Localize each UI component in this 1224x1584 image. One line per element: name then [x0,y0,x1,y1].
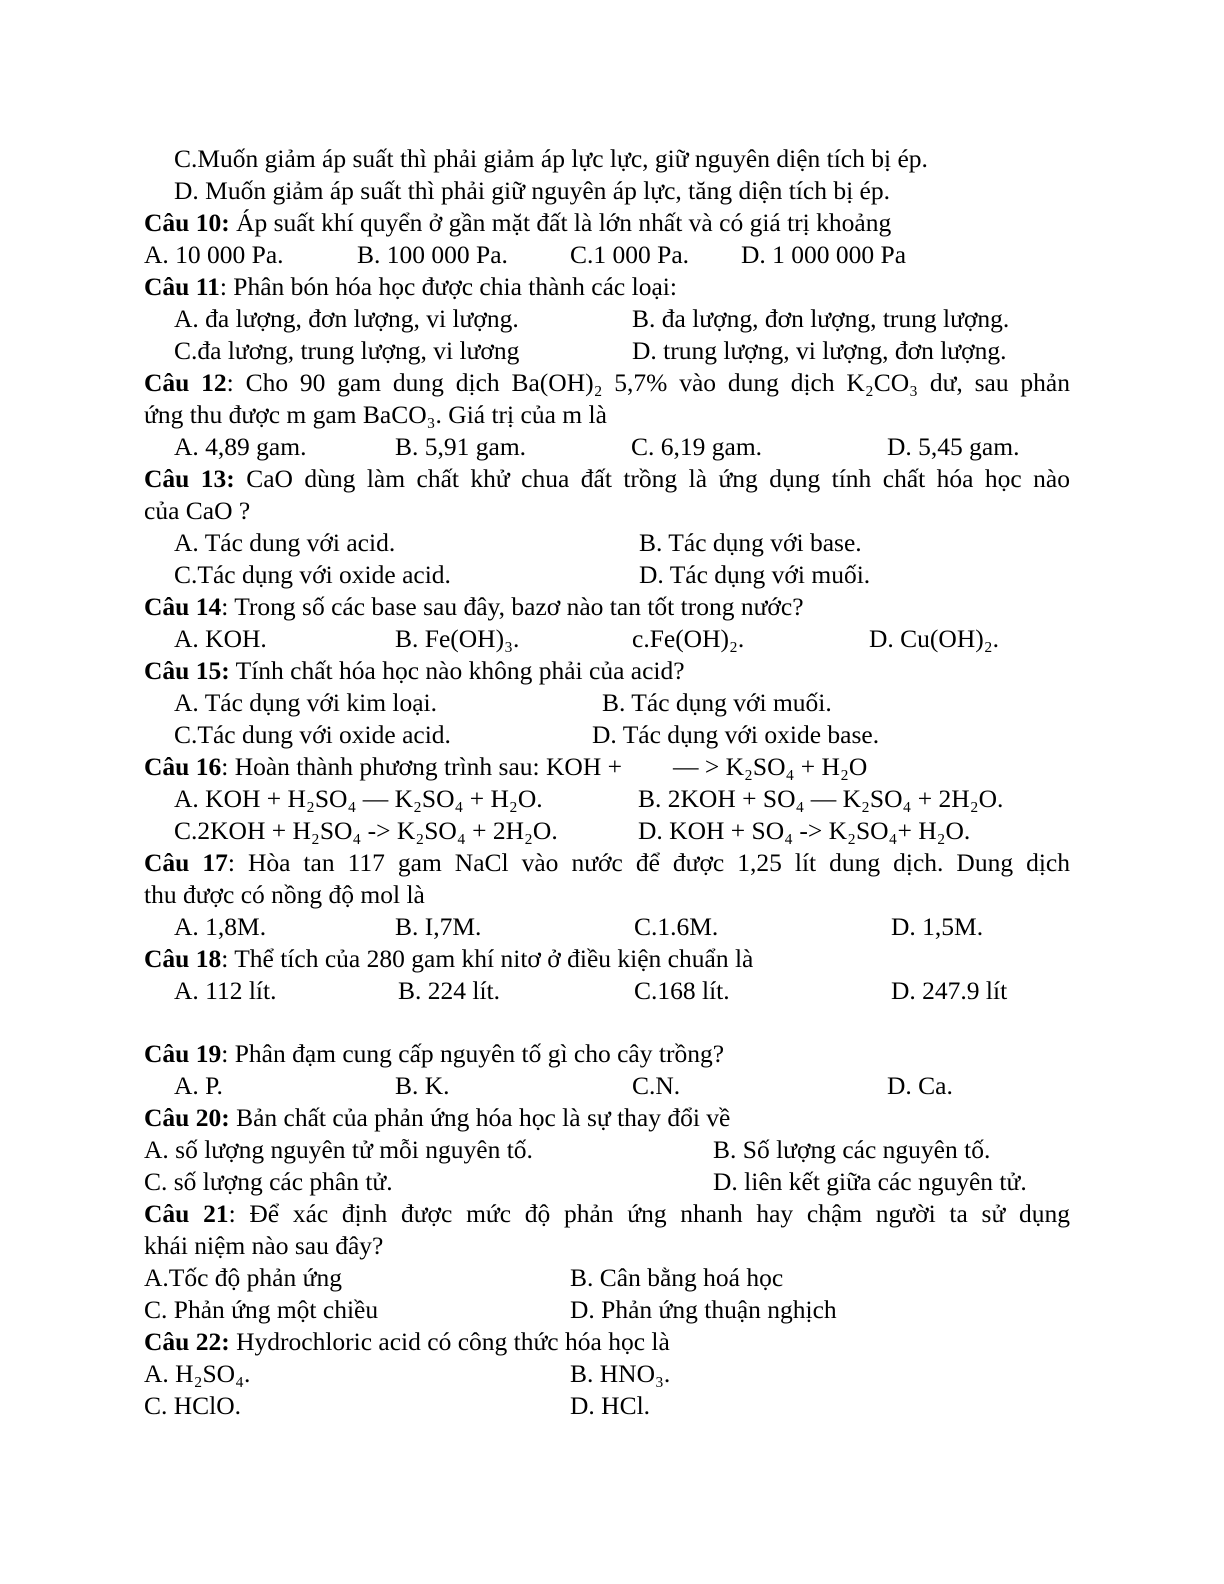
q9-option-c: C.Muốn giảm áp suất thì phải giảm áp lực lực, giữ nguyên diện tích bị ép. [174,144,928,173]
q18-option-b: B. 224 lít. [398,976,501,1005]
q13-options-row1 [0,527,1224,559]
q16-stem [144,751,867,783]
q20-stem-line [0,1102,1224,1134]
q18-label: Câu 18 [144,944,222,973]
q14-stem-line [0,591,1224,623]
q14-option-c: c.Fe(OH)₂. [632,624,745,653]
q18-stem [144,943,753,975]
q21-stem-line2 [0,1230,1224,1262]
q13-option-c: C.Tác dụng với oxide acid. [174,560,451,589]
q21-option-c: C. Phản ứng một chiều [144,1295,379,1324]
q19-options [0,1070,1224,1102]
q15-stem [144,655,685,687]
q14-options [0,623,1224,655]
q22-options-row2 [0,1390,1224,1422]
q20-options-row1 [0,1134,1224,1166]
q17-stem-line2 [0,879,1224,911]
q22-option-c: C. HClO. [144,1391,242,1420]
q21-label: Câu 21 [144,1199,229,1228]
q15-stem-line [0,655,1224,687]
q17-option-a: A. 1,8M. [174,912,267,941]
q13-option-a: A. Tác dung với acid. [174,528,396,557]
q18-option-a: A. 112 lít. [174,976,277,1005]
q22-stem-text: Hydrochloric acid có công thức hóa học là [229,1327,670,1356]
q12-stem-line1 [0,367,1224,399]
q21-option-a: A.Tốc độ phản ứng [144,1263,342,1292]
q11-stem-line [0,271,1224,303]
q16-option-c: C.2KOH + H₂SO₄ -> K₂SO₄ + 2H₂O. [174,816,558,845]
q20-option-a: A. số lượng nguyên tử mỗi nguyên tố. [144,1135,533,1164]
q14-label: Câu 14 [144,592,222,621]
q13-stem-text1: CaO dùng làm chất khử chua đất trồng là ứng dụng tính chất hóa học nào [234,464,1070,493]
q10-stem [144,207,891,239]
q13-options-row2 [0,559,1224,591]
q11-option-c: C.đa lương, trung lượng, vi lương [174,336,520,365]
q16-option-b: B. 2KOH + SO₄ — K₂SO₄ + 2H₂O. [638,784,1004,813]
q11-option-d: D. trung lượng, vi lượng, đơn lượng. [632,336,1007,365]
q16-label: Câu 16 [144,752,222,781]
q18-options [0,975,1224,1007]
q20-stem [144,1102,730,1134]
q11-option-a: A. đa lượng, đơn lượng, vi lượng. [174,304,519,333]
q10-option-b: B. 100 000 Pa. [357,240,508,269]
q14-option-a: A. KOH. [174,624,267,653]
q22-option-b: B. HNO₃. [570,1359,671,1388]
q13-stem-line2 [0,495,1224,527]
q14-stem [144,591,804,623]
q21-stem-text1: : Để xác định được mức độ phản ứng nhanh hay chậm người ta sử dụng [228,1199,1070,1228]
q12-stem-text1: : Cho 90 gam dung dịch Ba(OH)₂ 5,7% vào dung dịch K₂CO₃ dư, sau phản [226,368,1070,397]
q19-stem [144,1038,724,1070]
q9-option-c-line [0,143,1224,175]
q21-stem-text2: khái niệm nào sau đây? [144,1231,384,1260]
q18-option-c: C.168 lít. [634,976,730,1005]
q20-option-b: B. Số lượng các nguyên tố. [713,1135,991,1164]
q19-option-b: B. K. [395,1071,450,1100]
q17-stem-line1 [0,847,1224,879]
q13-option-d: D. Tác dụng với muối. [639,560,871,589]
q19-stem-line [0,1038,1224,1070]
q11-options-row2 [0,335,1224,367]
q15-option-a: A. Tác dụng với kim loại. [174,688,438,717]
q11-stem-text: : Phân bón hóa học được chia thành các loại: [219,272,677,301]
q20-label: Câu 20: [144,1103,230,1132]
q13-stem [144,463,1070,495]
q10-options [0,239,1224,271]
q12-option-c: C. 6,19 gam. [631,432,763,461]
q11-options-row1 [0,303,1224,335]
q11-label: Câu 11 [144,272,220,301]
q19-option-a: A. P. [174,1071,223,1100]
q13-stem-text2: của CaO ? [144,496,251,525]
q10-stem-text: Áp suất khí quyển ở gần mặt đất là lớn nhất và có giá trị khoảng [229,208,892,237]
q19-option-d: D. Ca. [887,1071,953,1100]
q21-options-row1 [0,1262,1224,1294]
q17-option-b: B. I,7M. [395,912,482,941]
q15-options-row2 [0,719,1224,751]
q13-option-b: B. Tác dụng với base. [639,528,862,557]
q12-stem-line2 [0,399,1224,431]
q17-stem [144,847,1070,879]
q15-option-b: B. Tác dụng với muối. [602,688,832,717]
q22-stem-line [0,1326,1224,1358]
q17-option-c: C.1.6M. [634,912,719,941]
q17-label: Câu 17 [144,848,228,877]
q16-options-row2 [0,815,1224,847]
q18-stem-line [0,943,1224,975]
q18-stem-text: : Thể tích của 280 gam khí nitơ ở điều kiện chuẩn là [221,944,754,973]
q16-stem-line [0,751,1224,783]
q22-label: Câu 22: [144,1327,230,1356]
q22-stem [144,1326,670,1358]
q12-option-d: D. 5,45 gam. [887,432,1020,461]
q15-options-row1 [0,687,1224,719]
q20-stem-text: Bản chất của phản ứng hóa học là sự thay đổi về [229,1103,731,1132]
q17-option-d: D. 1,5M. [891,912,984,941]
q21-stem [144,1198,1070,1230]
q20-option-c: C. số lượng các phân tử. [144,1167,393,1196]
q12-options [0,431,1224,463]
q14-option-d: D. Cu(OH)₂. [869,624,1000,653]
q22-options-row1 [0,1358,1224,1390]
q13-stem-line1 [0,463,1224,495]
q10-label: Câu 10: [144,208,230,237]
q10-option-c: C.1 000 Pa. [570,240,690,269]
q10-stem-line [0,207,1224,239]
q13-label: Câu 13: [144,464,235,493]
q15-option-d: D. Tác dụng với oxide base. [592,720,880,749]
q12-stem [144,367,1070,399]
q21-options-row2 [0,1294,1224,1326]
q10-option-d: D. 1 000 000 Pa [741,240,907,269]
q16-options-row1 [0,783,1224,815]
q18-option-d: D. 247.9 lít [891,976,1008,1005]
q15-label: Câu 15: [144,656,230,685]
q15-stem-text: Tính chất hóa học nào không phải của acid? [229,656,685,685]
q19-stem-text: : Phân đạm cung cấp nguyên tố gì cho cây trồng? [221,1039,725,1068]
q19-option-c: C.N. [632,1071,681,1100]
q17-stem-text2: thu được có nồng độ mol là [144,880,425,909]
q9-option-d-line [0,175,1224,207]
q12-option-a: A. 4,89 gam. [174,432,307,461]
q17-stem-text1: : Hòa tan 117 gam NaCl vào nước để được 1,25 lít dung dịch. Dung dịch [227,848,1070,877]
q21-option-b: B. Cân bằng hoá học [570,1263,784,1292]
q16-option-a: A. KOH + H₂SO₄ — K₂SO₄ + H₂O. [174,784,543,813]
q20-options-row2 [0,1166,1224,1198]
q10-option-a: A. 10 000 Pa. [144,240,284,269]
q22-option-a: A. H₂SO₄. [144,1359,251,1388]
q16-stem-text: : Hoàn thành phương trình sau: KOH + — > K₂SO₄ + H₂O [221,752,868,781]
q21-option-d: D. Phản ứng thuận nghịch [570,1295,837,1324]
q11-option-b: B. đa lượng, đơn lượng, trung lượng. [632,304,1010,333]
q16-option-d: D. KOH + SO₄ -> K₂SO₄+ H₂O. [638,816,971,845]
q12-stem-text2: ứng thu được m gam BaCO₃. Giá trị của m là [144,400,607,429]
q14-option-b: B. Fe(OH)₃. [395,624,520,653]
q12-option-b: B. 5,91 gam. [395,432,527,461]
q17-options [0,911,1224,943]
q21-stem-line1 [0,1198,1224,1230]
q9-option-d: D. Muốn giảm áp suất thì phải giữ nguyên áp lực, tăng diện tích bị ép. [174,176,891,205]
q19-label: Câu 19 [144,1039,222,1068]
q11-stem [144,271,677,303]
q22-option-d: D. HCl. [570,1391,651,1420]
q20-option-d: D. liên kết giữa các nguyên tử. [713,1167,1027,1196]
q15-option-c: C.Tác dung với oxide acid. [174,720,451,749]
q14-stem-text: : Trong số các base sau đây, bazơ nào tan tốt trong nước? [221,592,804,621]
q12-label: Câu 12 [144,368,227,397]
